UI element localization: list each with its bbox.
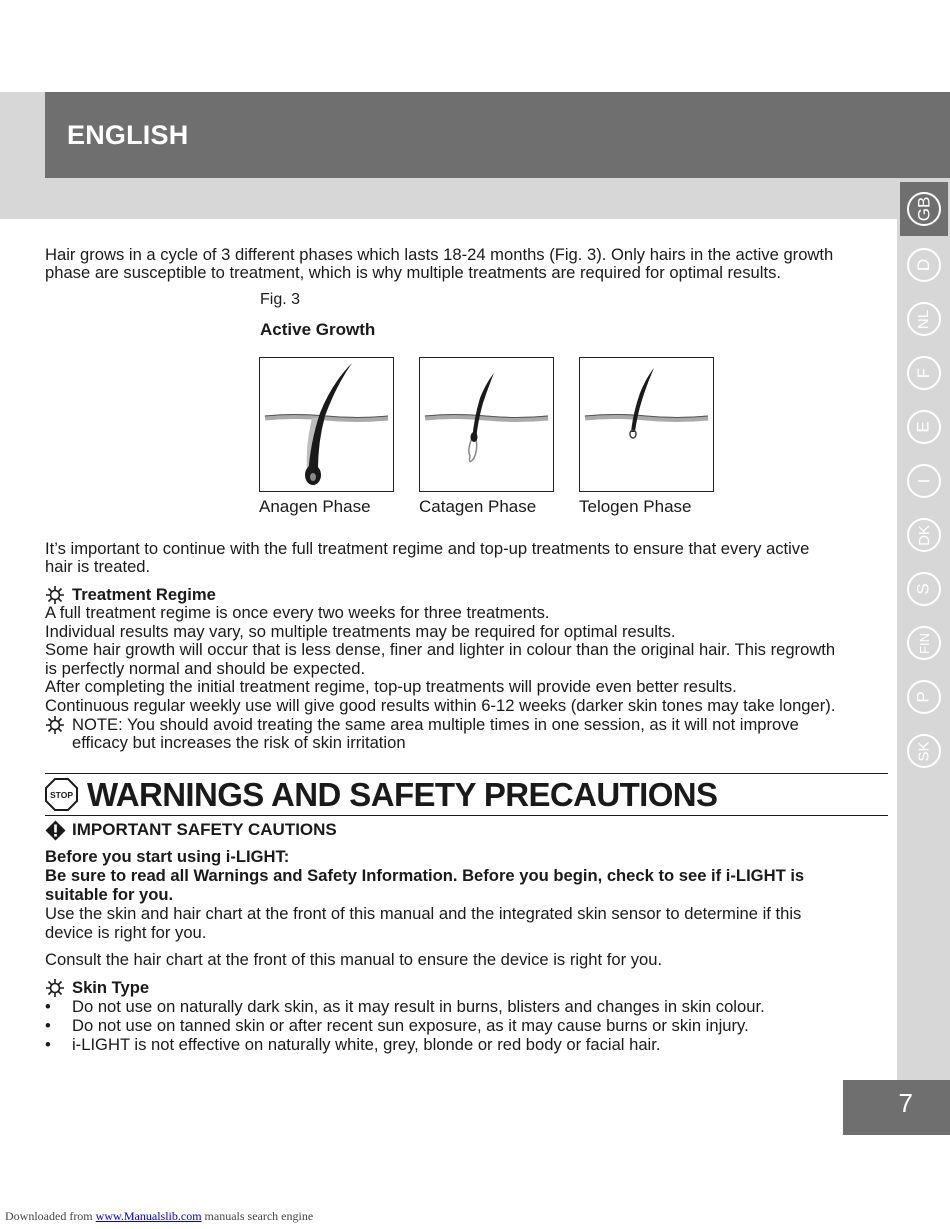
language-tab-label: NL <box>915 309 933 329</box>
stop-sign-icon <box>45 778 78 811</box>
language-tab-p[interactable] <box>900 670 948 724</box>
section-divider <box>45 815 888 816</box>
language-tab-nl[interactable] <box>900 292 948 346</box>
language-tab-gb[interactable] <box>900 182 948 236</box>
language-tab-sk[interactable] <box>900 724 948 778</box>
warnings-title: WARNINGS AND SAFETY PRECAUTIONS <box>87 776 718 813</box>
language-tab-label: GB <box>914 196 933 222</box>
language-tab-d[interactable] <box>900 238 948 292</box>
treatment-line: Individual results may vary, so multiple treatments may be required for optimal results. <box>45 622 676 641</box>
note-line: efficacy but increases the risk of skin irritation <box>72 733 406 752</box>
language-tab-label: P <box>914 691 933 703</box>
treatment-regime-heading: Treatment Regime <box>72 585 216 604</box>
phase-caption: Telogen Phase <box>579 497 692 516</box>
hair-follicle-icon <box>260 358 393 491</box>
chart-paragraph-line: device is right for you. <box>45 923 207 942</box>
anagen-phase-illustration <box>259 357 394 492</box>
skin-type-bullet: Do not use on tanned skin or after recent sun exposure, as it may cause burns or skin injury. <box>72 1016 749 1035</box>
page-number-box <box>843 1080 950 1135</box>
phase-caption: Catagen Phase <box>419 497 537 516</box>
intro-paragraph-line: phase are susceptible to treatment, which is why multiple treatments are required for optimal results. <box>45 263 781 282</box>
language-tab-label: E <box>914 421 933 433</box>
treatment-line: After completing the initial treatment regime, top-up treatments will provide even better results. <box>45 677 737 696</box>
stop-sign-label: STOP <box>50 790 73 800</box>
download-footer <box>5 1209 313 1224</box>
hair-follicle-icon <box>420 358 553 491</box>
bullet-marker: • <box>45 997 51 1016</box>
continue-paragraph-line: It’s important to continue with the full treatment regime and top-up treatments to ensure that every active <box>45 539 810 558</box>
language-tab-label: F <box>913 367 933 379</box>
language-tab-label: S <box>914 583 933 595</box>
continue-paragraph-line: hair is treated. <box>45 557 151 576</box>
bold-warning-line: suitable for you. <box>45 885 174 904</box>
language-tab-e[interactable] <box>900 400 948 454</box>
language-tab-label: SK <box>915 740 933 762</box>
language-tab-i[interactable] <box>900 454 948 508</box>
hair-follicle-icon <box>580 358 713 491</box>
intro-paragraph-line: Hair grows in a cycle of 3 different phases which lasts 18-24 months (Fig. 3). Only hairs in the active growth <box>45 245 834 264</box>
language-tab-f[interactable] <box>900 346 948 400</box>
treatment-line: Some hair growth will occur that is less dense, finer and lighter in colour than the original hair. This regrowth <box>45 640 836 659</box>
treatment-line: Continuous regular weekly use will give good results within 6-12 weeks (darker skin tones may take longer). <box>45 696 836 715</box>
telogen-phase-illustration <box>579 357 714 492</box>
language-tab-dk[interactable] <box>900 508 948 562</box>
language-tab-label: I <box>913 478 933 484</box>
phase-caption: Anagen Phase <box>259 497 371 516</box>
consult-paragraph: Consult the hair chart at the front of this manual to ensure the device is right for you. <box>45 950 663 969</box>
bold-warning-line: Be sure to read all Warnings and Safety Information. Before you begin, check to see if i-LIGHT is <box>45 866 805 885</box>
safety-cautions-heading: IMPORTANT SAFETY CAUTIONS <box>72 820 337 839</box>
figure-label: Fig. 3 <box>260 291 301 308</box>
sun-burst-icon <box>46 586 64 604</box>
language-tab-label: DK <box>915 524 933 546</box>
treatment-line: A full treatment regime is once every two weeks for three treatments. <box>45 603 550 622</box>
sun-burst-icon <box>46 979 64 997</box>
bold-warning-line: Before you start using i-LIGHT: <box>45 847 290 866</box>
language-tab-label: D <box>914 258 933 272</box>
language-tab-label: FIN <box>916 632 932 654</box>
footer-suffix: manuals search engine <box>201 1209 314 1223</box>
sun-burst-icon <box>46 716 64 734</box>
manualslib-link[interactable]: www.Manualslib.com <box>95 1209 202 1223</box>
bullet-marker: • <box>45 1035 51 1054</box>
treatment-line: is perfectly normal and should be expected. <box>45 659 366 678</box>
skin-type-bullet: i-LIGHT is not effective on naturally white, grey, blonde or red body or facial hair. <box>72 1035 661 1054</box>
skin-type-bullet: Do not use on naturally dark skin, as it may result in burns, blisters and changes in skin colour. <box>72 997 765 1016</box>
section-divider <box>45 773 888 774</box>
catagen-phase-illustration <box>419 357 554 492</box>
note-line: NOTE: You should avoid treating the same area multiple times in one session, as it will not improve <box>72 715 799 734</box>
language-tab-s[interactable] <box>900 562 948 616</box>
exclamation-diamond-icon <box>45 820 66 841</box>
page-number: 7 <box>898 1088 913 1118</box>
footer-prefix: Downloaded from <box>5 1209 96 1223</box>
section-language-title: ENGLISH <box>67 120 189 150</box>
bullet-marker: • <box>45 1016 51 1035</box>
language-tab-fin[interactable] <box>900 616 948 670</box>
chart-paragraph-line: Use the skin and hair chart at the front of this manual and the integrated skin sensor to determine if this <box>45 904 802 923</box>
figure-title: Active Growth <box>260 320 376 339</box>
skin-type-heading: Skin Type <box>72 978 150 997</box>
